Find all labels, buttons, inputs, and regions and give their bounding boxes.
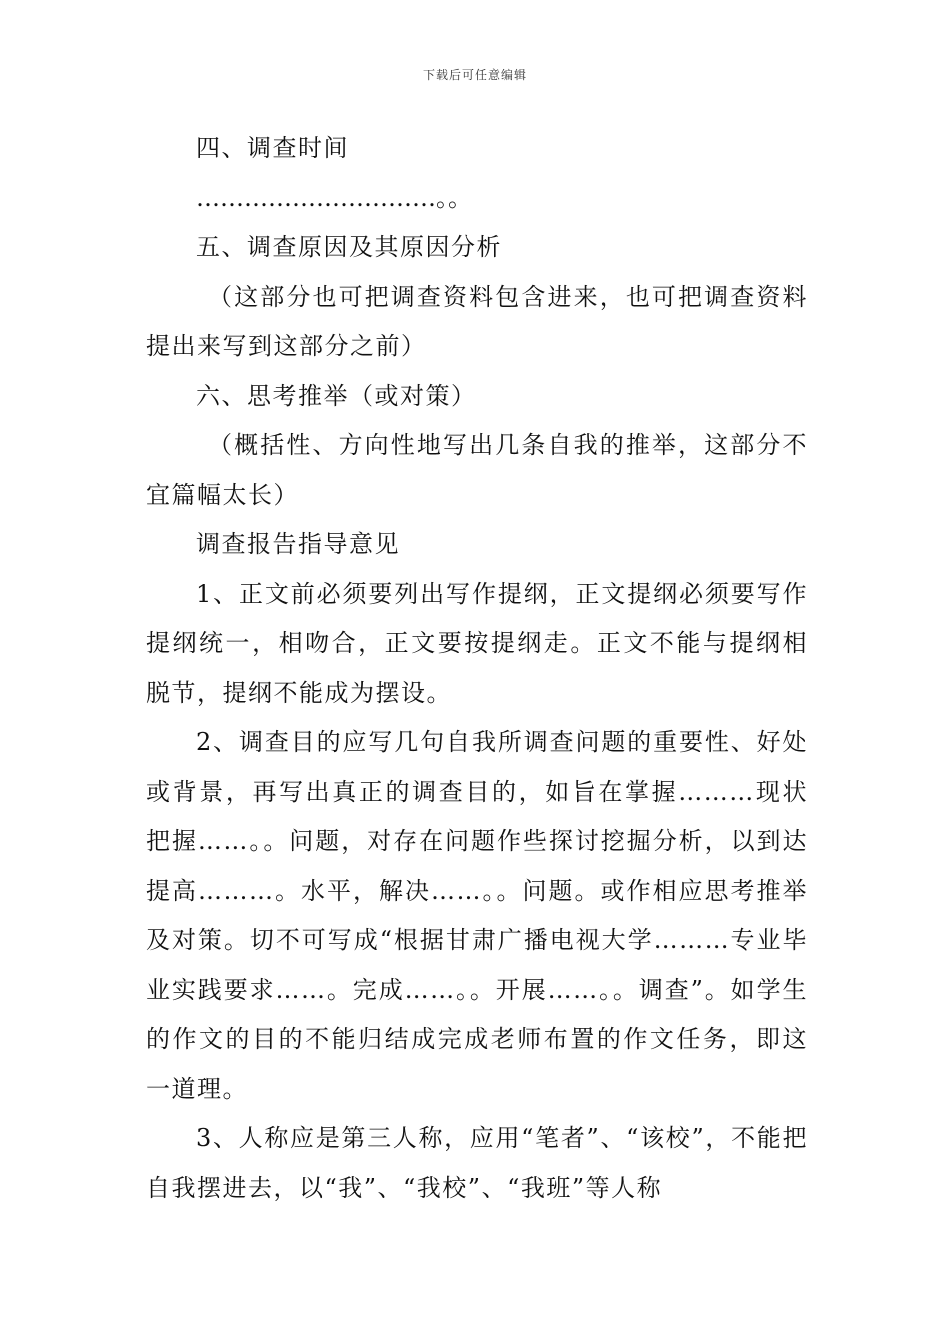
- guidance-item-2: 2、调查目的应写几句自我所调查问题的重要性、好处或背景，再写出真正的调查目的，如旨在掌握………现状把握……。。问题，对存在问题作些探讨挖掘分析，以到达提高………。水平，解决……。。问题。或作相应思考推举及对策。切不可写成“根据甘肃广播电视大学………专业毕业实践要求……。完成……。。开展……。。调查”。如学生的作文的目的不能归结成完成老师布置的作文任务，即这一道理。: [146, 728, 808, 1103]
- document-body: [146, 124, 808, 1213]
- guidance-title: 调查报告指导意见: [196, 530, 400, 558]
- section-5-title: 五、调查原因及其原因分析: [196, 233, 502, 261]
- section-6-title: 六、思考推举（或对策）: [196, 381, 477, 410]
- section-6-note: （概括性、方向性地写出几条自我的推举，这部分不宜篇幅太长）: [146, 431, 808, 509]
- section-4-body: …………………………。。: [196, 183, 472, 212]
- section-4-title: 四、调查时间: [196, 134, 349, 162]
- section-5-note: （这部分也可把调查资料包含进来，也可把调查资料提出来写到这部分之前）: [146, 282, 808, 360]
- guidance-item-1: 1、正文前必须要列出写作提纲，正文提纲必须要写作提纲统一，相吻合，正文要按提纲走。正文不能与提纲相脱节，提纲不能成为摆设。: [146, 579, 808, 707]
- guidance-item-3: 3、人称应是第三人称，应用“笔者”、“该校”，不能把自我摆进去，以“我”、“我校”、“我班”等人称: [146, 1124, 808, 1202]
- header-note: 下载后可任意编辑: [422, 68, 527, 82]
